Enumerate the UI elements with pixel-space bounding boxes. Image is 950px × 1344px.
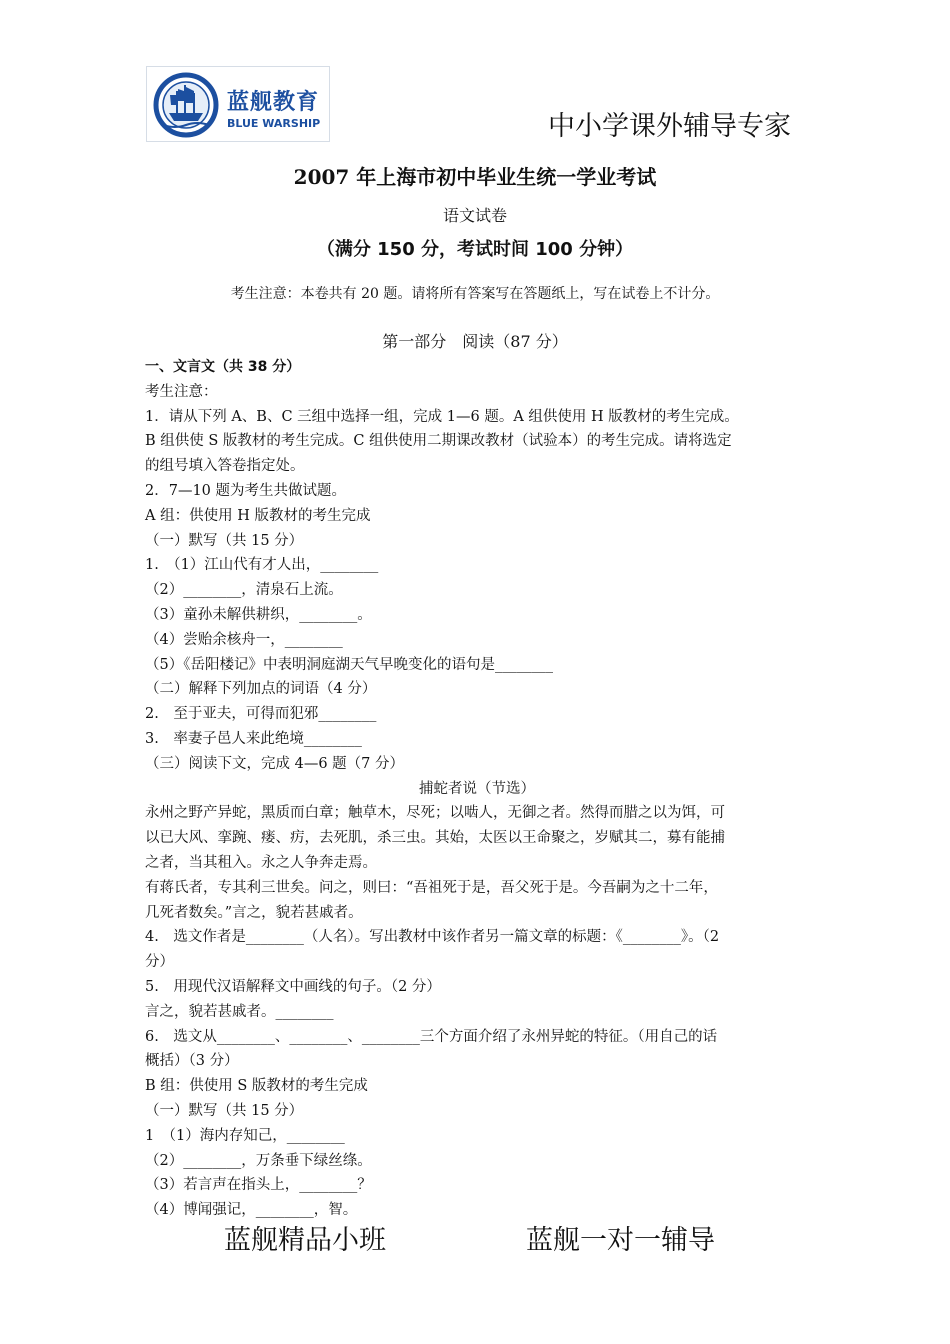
text-line: 2．7—10 题为考生共做试题。 xyxy=(145,482,347,499)
question-line: 分） xyxy=(145,954,174,971)
question-line: （4）博闻强记，________，智。 xyxy=(145,1202,358,1219)
question-line: 4. 选文作者是________（人名）。写出教材中该作者另一篇文章的标题：《________》。（2 xyxy=(145,929,720,946)
text-line: 的组号填入答卷指定处。 xyxy=(145,458,305,475)
footer-left-text: 蓝舰精品小班 xyxy=(224,1225,386,1256)
exam-subject: 语文试卷 xyxy=(442,206,507,225)
logo xyxy=(146,66,330,142)
question-line: 2. 至于亚夫，可得而犯邪________ xyxy=(145,706,377,723)
question-line: 5. 用现代汉语解释文中画线的句子。（2 分） xyxy=(145,978,441,995)
exam-full-mark: （满分 150 分，考试时间 100 分钟） xyxy=(316,239,634,260)
text-line: B 组供使 S 版教材的考生完成。C 组供使用二期课改教材（试验本）的考生完成。请将选定 xyxy=(145,433,732,450)
text-line: （三）阅读下文，完成 4—6 题（7 分） xyxy=(145,755,405,772)
text-line: 考生注意： xyxy=(145,383,218,400)
text-line: （一）默写（共 15 分） xyxy=(145,1102,304,1119)
question-line: 言之，貌若甚戚者。________ xyxy=(145,1003,334,1020)
logo-english-name: BLUE WARSHIP xyxy=(227,117,321,130)
exam-title: 2007 年上海市初中毕业生统一学业考试 xyxy=(293,165,657,189)
passage-line: 几死者数矣。”言之，貌若甚戚者。 xyxy=(145,904,363,921)
exam-content xyxy=(145,355,809,1223)
passage-line: 永州之野产异蛇，黑质而白章；触草木，尽死；以啮人，无御之者。然得而腊之以为饵，可 xyxy=(145,805,725,822)
question-line: （4）尝贻余核舟一，________ xyxy=(145,631,343,648)
question-line: （3）童孙未解供耕织，________。 xyxy=(145,606,372,623)
passage-line: 有蒋氏者，专其利三世矣。问之，则曰：“吾祖死于是，吾父死于是。今吾嗣为之十二年， xyxy=(145,879,718,896)
question-line: 3. 率妻子邑人来此绝境________ xyxy=(145,730,362,747)
logo-chinese-name: 蓝舰教育 xyxy=(227,90,320,115)
text-line: 1．请从下列 A、B、C 三组中选择一组，完成 1—6 题。A 组供使用 H 版教材的考生完成。 xyxy=(145,408,739,425)
question-line: （5）《岳阳楼记》中表明洞庭湖天气早晚变化的语句是________ xyxy=(145,656,553,673)
passage-line: 以已大风、挛踠、瘘、疠，去死肌，杀三虫。其始，太医以王命聚之，岁赋其二，募有能捕 xyxy=(145,830,725,847)
warship-logo-icon xyxy=(151,71,221,139)
passage-line: 之者，当其租入。永之人争奔走焉。 xyxy=(145,854,377,871)
footer-right-text: 蓝舰一对一辅导 xyxy=(526,1225,715,1256)
text-line: （一）默写（共 15 分） xyxy=(145,532,304,549)
passage-title: 捕蛇者说（节选） xyxy=(419,780,535,797)
question-line: 概括）（3 分） xyxy=(145,1053,239,1070)
header-tagline: 中小学课外辅导专家 xyxy=(548,111,791,142)
group-heading: A 组：供使用 H 版教材的考生完成 xyxy=(145,507,371,524)
question-line: （2）________，清泉石上流。 xyxy=(145,582,343,599)
exam-notice: 考生注意：本卷共有 20 题。请将所有答案写在答题纸上，写在试卷上不计分。 xyxy=(230,286,720,302)
question-line: 1 （1）海内存知己，________ xyxy=(145,1127,345,1144)
group-heading: B 组：供使用 S 版教材的考生完成 xyxy=(145,1078,368,1095)
section-heading: 一、文言文（共 38 分） xyxy=(145,359,301,375)
question-line: （2）________，万条垂下绿丝绦。 xyxy=(145,1152,372,1169)
question-line: 6. 选文从________、________、________三个方面介绍了永州异蛇的特征。（用自己的话 xyxy=(145,1028,718,1045)
question-line: （3）若言声在指头上，________？ xyxy=(145,1177,372,1194)
question-line: 1. （1）江山代有才人出，________ xyxy=(145,557,379,574)
text-line: （二）解释下列加点的词语（4 分） xyxy=(145,681,377,698)
part-heading: 第一部分 阅读（87 分） xyxy=(382,332,568,351)
